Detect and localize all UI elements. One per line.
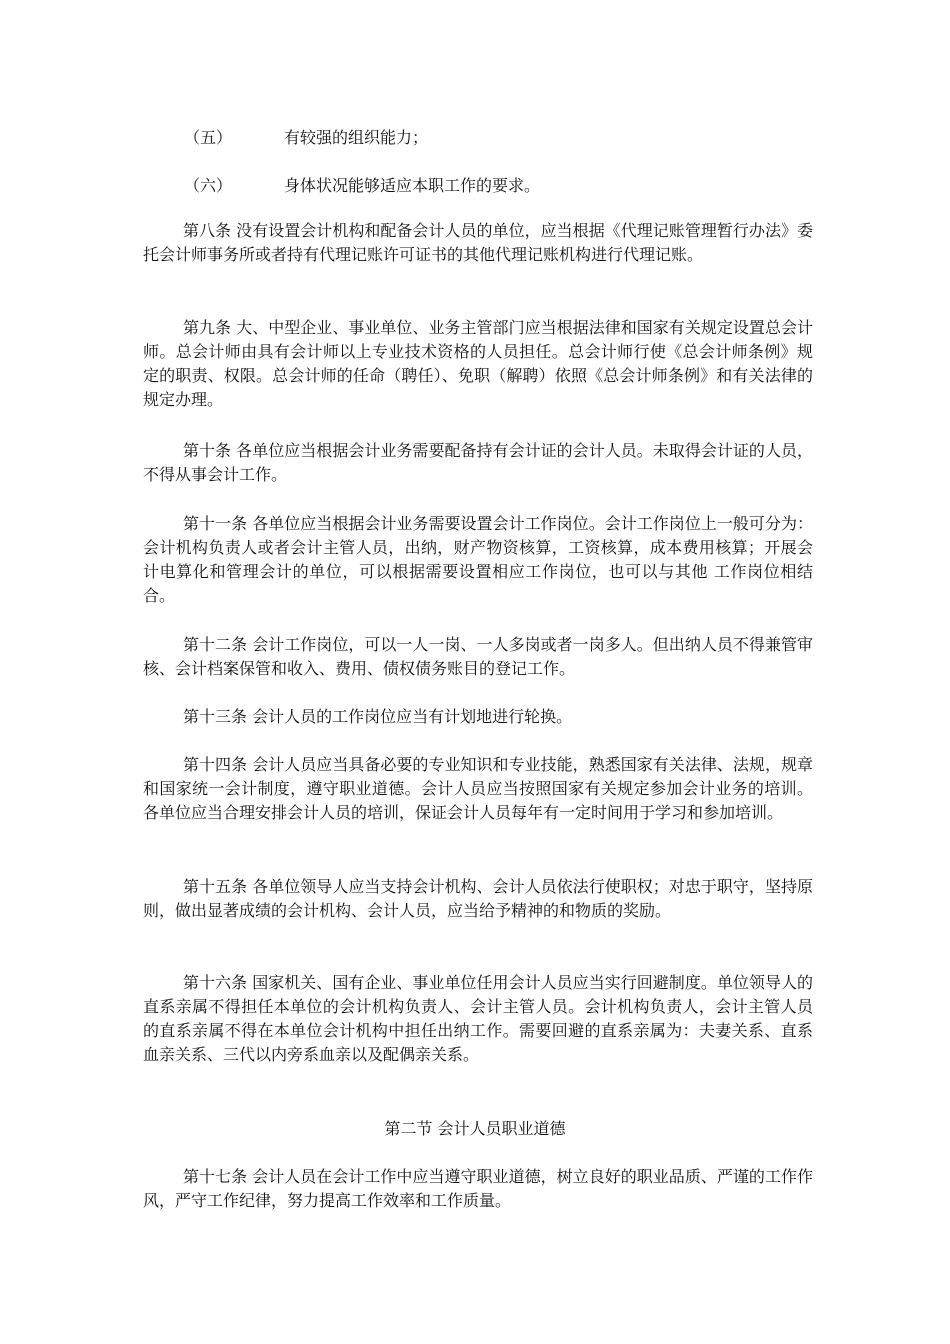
list-item-text: 身体状况能够适应本职工作的要求。: [284, 176, 541, 195]
article-17: 第十七条 会计人员在会计工作中应当遵守职业道德，树立良好的职业品质、严谨的工作作风，严守工作纪律，努力提高工作效率和工作质量。: [143, 1167, 813, 1210]
article-12: 第十二条 会计工作岗位，可以一人一岗、一人多岗或者一岗多人。但出纳人员不得兼管审核、会计档案保管和收入、费用、债权债务账目的登记工作。: [143, 635, 813, 678]
article-11: 第十一条 各单位应当根据会计业务需要设置会计工作岗位。会计工作岗位上一般可分为：会计机构负责人或者会计主管人员，出纳，财产物资核算，工资核算，成本费用核算；开展会计电算化和管理会计的单位，可以根据需要设置相应工作岗位，也可以与其他 工作岗位相结合。: [143, 514, 813, 605]
article-8: 第八条 没有设置会计机构和配备会计人员的单位，应当根据《代理记账管理暂行办法》委托会计师事务所或者持有代理记账许可证书的其他代理记账机构进行代理记账。: [143, 221, 813, 264]
list-marker: （六）: [184, 176, 233, 195]
article-10: 第十条 各单位应当根据会计业务需要配备持有会计证的会计人员。未取得会计证的人员，不得从事会计工作。: [143, 441, 813, 484]
article-13: 第十三条 会计人员的工作岗位应当有计划地进行轮换。: [183, 707, 573, 726]
list-item-text: 有较强的组织能力；: [284, 128, 429, 147]
list-marker: （五）: [184, 128, 233, 147]
list-item-5: [184, 126, 428, 150]
article-14: 第十四条 会计人员应当具备必要的专业知识和专业技能，熟悉国家有关法律、法规，规章和国家统一会计制度，遵守职业道德。会计人员应当按照国家有关规定参加会计业务的培训。各单位应当合理安排会计人员的培训，保证会计人员每年有一定时间用于学习和参加培训。: [143, 755, 813, 822]
article-15: 第十五条 各单位领导人应当支持会计机构、会计人员依法行使职权；对忠于职守，坚持原则，做出显著成绩的会计机构、会计人员，应当给予精神的和物质的奖励。: [143, 877, 813, 920]
list-item-6: [184, 174, 540, 198]
article-9: 第九条 大、中型企业、事业单位、业务主管部门应当根据法律和国家有关规定设置总会计师。总会计师由具有会计师以上专业技术资格的人员担任。总会计师行使《总会计师条例》规定的职责、权限。总会计师的任命（聘任）、免职（解聘）依照《总会计师条例》和有关法律的规定办理。: [143, 318, 813, 409]
section-heading: 第二节 会计人员职业道德: [384, 1119, 566, 1138]
article-16: 第十六条 国家机关、国有企业、事业单位任用会计人员应当实行回避制度。单位领导人的直系亲属不得担任本单位的会计机构负责人、会计主管人员。会计机构负责人，会计主管人员的直系亲属不得在本单位会计机构中担任出纳工作。需要回避的直系亲属为：夫妻关系、直系血亲关系、三代以内旁系血亲以及配偶亲关系。: [143, 973, 813, 1064]
